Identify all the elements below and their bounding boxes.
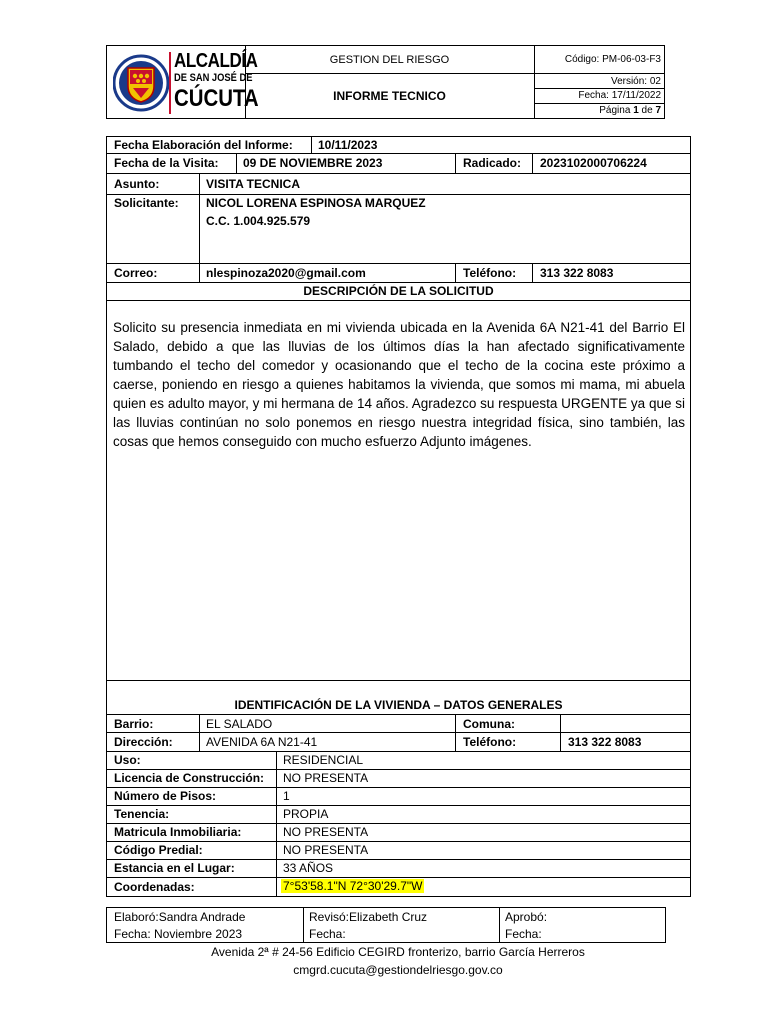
- report-date-value: 10/11/2023: [318, 138, 378, 152]
- radicado-label: Radicado:: [463, 156, 522, 170]
- report-date-label: Fecha Elaboración del Informe:: [114, 138, 293, 152]
- header-version: Versión: 02: [610, 76, 661, 87]
- pisos-label: Número de Pisos:: [114, 789, 217, 803]
- header-page: Página 1 de 7: [599, 105, 661, 116]
- matricula-label: Matricula Inmobiliaria:: [114, 825, 242, 839]
- header-title-main: INFORME TECNICO: [333, 89, 446, 103]
- telefono-value: 313 322 8083: [540, 266, 614, 280]
- asunto-label: Asunto:: [114, 177, 160, 191]
- header-title-top: GESTION DEL RIESGO: [329, 54, 450, 66]
- city-logo: [113, 50, 259, 116]
- matricula-value: NO PRESENTA: [283, 825, 369, 839]
- logo-line-3: CÚCUTA: [174, 85, 259, 112]
- estancia-label: Estancia en el Lugar:: [114, 861, 235, 875]
- header-code: Código: PM-06-03-F3: [564, 54, 661, 65]
- coordenadas-value: 7°53'58.1"N 72°30'29.7"W: [283, 879, 423, 893]
- aprobo: Aprobó:: [505, 910, 548, 924]
- coat-of-arms-icon: [113, 50, 169, 116]
- telefono-label: Teléfono:: [463, 266, 517, 280]
- vivienda-heading: IDENTIFICACIÓN DE LA VIVIENDA – DATOS GENERALES: [234, 698, 563, 712]
- logo-line-2: DE SAN JOSÉ DE: [174, 72, 253, 84]
- solicitante-label: Solicitante:: [114, 196, 179, 210]
- asunto-value: VISITA TECNICA: [206, 177, 301, 191]
- correo-value: nlespinoza2020@gmail.com: [206, 266, 366, 280]
- uso-value: RESIDENCIAL: [283, 753, 364, 767]
- description-text: Solicito su presencia inmediata en mi vivienda ubicada en la Avenida 6A N21-41 del Barrio El Salado, debido a que las lluvias de los últimos días la han afectado significativamente tumbando el techo del comedor y ocasionando que el techo de la cocina este próximo a caerse, poniendo en riesgo a quienes habitamos la vivienda, que somos mi mama, mi abuela quien es adulto mayor, y mi hermana de 14 años. Agradezco su respuesta URGENTE ya que si las lluvias continúan no solo ponemos en riesgo nuestra integridad física, sino también, las cosas que hemos conseguido con mucho esfuerzo Adjunto imágenes.: [113, 320, 685, 449]
- pisos-value: 1: [283, 789, 290, 803]
- estancia-value: 33 AÑOS: [283, 861, 334, 875]
- header-date: Fecha: 17/11/2022: [578, 90, 661, 101]
- footer-email[interactable]: cmgrd.cucuta@gestiondelriesgo.gov.co: [293, 963, 503, 977]
- aprobo-fecha: Fecha:: [505, 927, 542, 941]
- licencia-value: NO PRESENTA: [283, 771, 369, 785]
- vivienda-telefono-value: 313 322 8083: [568, 735, 642, 749]
- codigo-predial-label: Código Predial:: [114, 843, 203, 857]
- reviso: Revisó:Elizabeth Cruz: [309, 910, 428, 924]
- elaboro-fecha: Fecha: Noviembre 2023: [114, 927, 243, 941]
- radicado-value: 2023102000706224: [540, 156, 647, 170]
- logo-line-1: ALCALDÍA: [174, 50, 258, 72]
- description-heading: DESCRIPCIÓN DE LA SOLICITUD: [303, 284, 494, 298]
- footer-address: Avenida 2ª # 24-56 Edificio CEGIRD fronterizo, barrio García Herreros: [211, 945, 585, 959]
- direccion-value: AVENIDA 6A N21-41: [206, 735, 318, 749]
- vivienda-telefono-label: Teléfono:: [463, 735, 517, 749]
- uso-label: Uso:: [114, 753, 141, 767]
- solicitante-name: NICOL LORENA ESPINOSA MARQUEZ: [206, 196, 426, 210]
- tenencia-value: PROPIA: [283, 807, 329, 821]
- barrio-value: EL SALADO: [206, 717, 273, 731]
- coordenadas-label: Coordenadas:: [114, 880, 195, 894]
- solicitante-id: C.C. 1.004.925.579: [206, 214, 311, 228]
- licencia-label: Licencia de Construcción:: [114, 771, 265, 785]
- reviso-fecha: Fecha:: [309, 927, 346, 941]
- elaboro: Elaboró:Sandra Andrade: [114, 910, 246, 924]
- visit-date-value: 09 DE NOVIEMBRE 2023: [243, 156, 383, 170]
- direccion-label: Dirección:: [114, 735, 173, 749]
- tenencia-label: Tenencia:: [114, 807, 170, 821]
- barrio-label: Barrio:: [114, 717, 154, 731]
- comuna-label: Comuna:: [463, 717, 515, 731]
- visit-date-label: Fecha de la Visita:: [114, 156, 219, 170]
- codigo-predial-value: NO PRESENTA: [283, 843, 369, 857]
- correo-label: Correo:: [114, 266, 158, 280]
